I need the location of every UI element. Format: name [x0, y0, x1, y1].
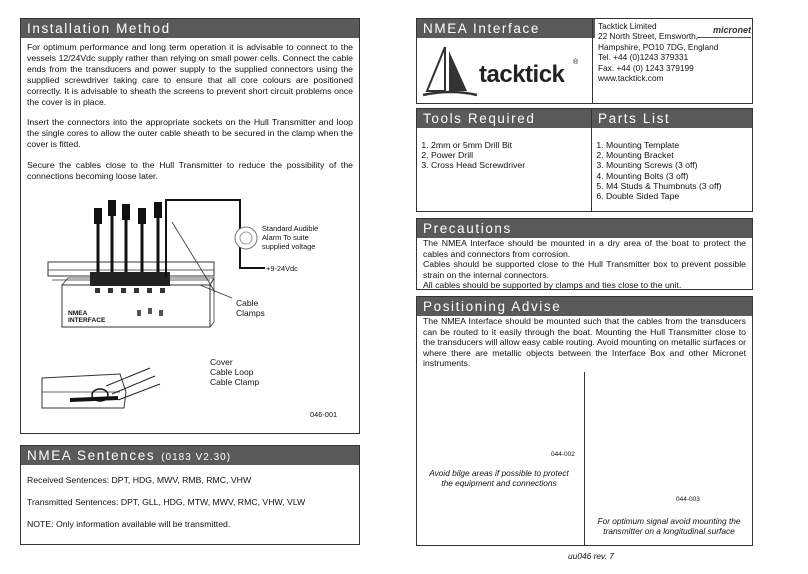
alarm-label [262, 224, 318, 251]
alarm-label-line-1: Standard Audible [262, 224, 319, 233]
positioning-body: The NMEA Interface should be mounted such that the cables from the transducers can be routed to it easily through the boat. Mounting the Hull Transmitter close to the transducers will allow easy cable routing. Avoid mounting on metallic surfaces or where there are metallic objects between the Interface Box and other Micronet instruments. [423, 316, 746, 369]
address-line-3: Hampshire, PO10 7DG, England [598, 41, 719, 52]
box-label-line-1: NMEA [68, 310, 88, 317]
parts-panel [591, 108, 753, 212]
tools-title: Tools Required [417, 109, 591, 128]
address-website: www.tacktick.com [598, 73, 664, 84]
fig1-caption: Avoid bilge areas if possible to protect the equipment and connections [429, 468, 569, 488]
tools-list [417, 140, 591, 171]
sentences-title-text: NMEA Sentences [27, 448, 156, 463]
parts-item: 2. Mounting Bracket [606, 150, 752, 160]
figure-id-044-002: 044-002 [551, 451, 575, 458]
fig2-caption: For optimum signal avoid mounting the transmitter on a longitudinal surface [597, 516, 741, 536]
nmea-interface-title-text: NMEA Interface [423, 21, 540, 36]
tools-panel [416, 108, 592, 212]
cable-loop-label: Cable Loop [210, 367, 254, 377]
micronet-logo-text: micronet [712, 25, 751, 35]
precautions-line-3: All cables should be supported by clamps and ties close to the unit. [423, 280, 682, 291]
installation-para-3: Secure the cables close to the Hull Transmitter to reduce the possibility of the connections becoming loose later. [27, 160, 353, 182]
sentences-version: (0183 V2.30) [161, 452, 232, 463]
cable-clamp-label: Cable Clamp [210, 377, 260, 387]
tacktick-wordmark: tacktick [479, 61, 565, 88]
precautions-body [417, 238, 752, 291]
address-fax: Fax. +44 (0) 1243 379199 [598, 62, 694, 73]
installation-title: Installation Method [21, 19, 359, 38]
alarm-label-line-2: Alarm To suite [262, 233, 309, 242]
box-label-line-2: INTERFACE [68, 317, 106, 325]
nmea-interface-title [417, 19, 595, 38]
parts-item: 6. Double Sided Tape [606, 191, 752, 201]
precautions-panel [416, 218, 753, 290]
tools-item: 2. Power Drill [431, 150, 591, 160]
box-label [68, 310, 105, 324]
parts-list [592, 140, 752, 201]
received-sentences: Received Sentences: DPT, HDG, MWV, RMB, RMC, VHW [27, 475, 252, 485]
address-line-1: Tacktick Limited [598, 21, 657, 31]
figure-id-044-003: 044-003 [676, 496, 700, 503]
cable-clamps-line-1: Cable [236, 298, 259, 308]
sentences-title [21, 446, 359, 465]
tools-item: 3. Cross Head Screwdriver [431, 160, 591, 170]
cable-clamps-line-2: Clamps [236, 308, 265, 318]
transmitted-sentences: Transmitted Sentences: DPT, GLL, HDG, MTW, MWV, RMC, VHW, VLW [27, 496, 306, 507]
tools-item: 1. 2mm or 5mm Drill Bit [431, 140, 591, 150]
precautions-title: Precautions [417, 219, 752, 238]
nmea-interface-panel [416, 18, 753, 104]
cable-clamps-label [236, 298, 265, 318]
figure-id-046-001: 046-001 [310, 410, 338, 419]
sentences-panel [20, 445, 360, 545]
parts-item: 3. Mounting Screws (3 off) [606, 160, 752, 170]
installation-para-1: For optimum performance and long term operation it is advisable to connect to the vessels 12/24Vdc supply rather than relying on small power cells. Connect the cable ends from the transducers and power supply to the supplied connectors using the supplied screwdriver taking care to ensure that all core colours are positioned correctly. It is advisable to sheath the screens to prevent short circuit problems once the cover is in place. [27, 42, 353, 107]
precautions-line-1: The NMEA Interface should be mounted in a dry area of the boat to protect the cables and connectors from corrosion. [423, 238, 746, 259]
cover-labels [210, 357, 259, 387]
voltage-label: +9-24Vdc [266, 264, 298, 273]
positioning-title: Positioning Advise [417, 297, 752, 316]
parts-item: 4. Mounting Bolts (3 off) [606, 171, 752, 181]
parts-item: 5. M4 Studs & Thumbnuts (3 off) [606, 181, 752, 191]
tacktick-sail-icon [421, 43, 481, 101]
alarm-label-line-3: supplied voltage [262, 242, 316, 251]
precautions-line-2: Cables should be supported close to the Hull Transmitter box to prevent possible strain on the internal connectors. [423, 259, 746, 280]
sentences-body [21, 465, 359, 530]
parts-title: Parts List [592, 109, 752, 128]
company-address [592, 19, 752, 103]
installation-para-2: Insert the connectors into the appropriate sockets on the Hull Transmitter and loop the single cores to allow the outer cable sheath to be secured in the clamp when the cover is fitted. [27, 117, 353, 150]
sentences-note: NOTE: Only information available will be transmitted. [27, 518, 231, 529]
cover-label: Cover [210, 357, 233, 367]
tacktick-logo [421, 43, 591, 101]
parts-item: 1. Mounting Template [606, 140, 752, 150]
registered-mark-icon: ® [573, 59, 579, 66]
address-phone: Tel. +44 (0)1243 379331 [598, 52, 689, 63]
address-line-2: 22 North Street, Emsworth, [598, 31, 699, 42]
revision-label: uu046 rev. 7 [568, 551, 614, 561]
positioning-divider [584, 372, 585, 546]
